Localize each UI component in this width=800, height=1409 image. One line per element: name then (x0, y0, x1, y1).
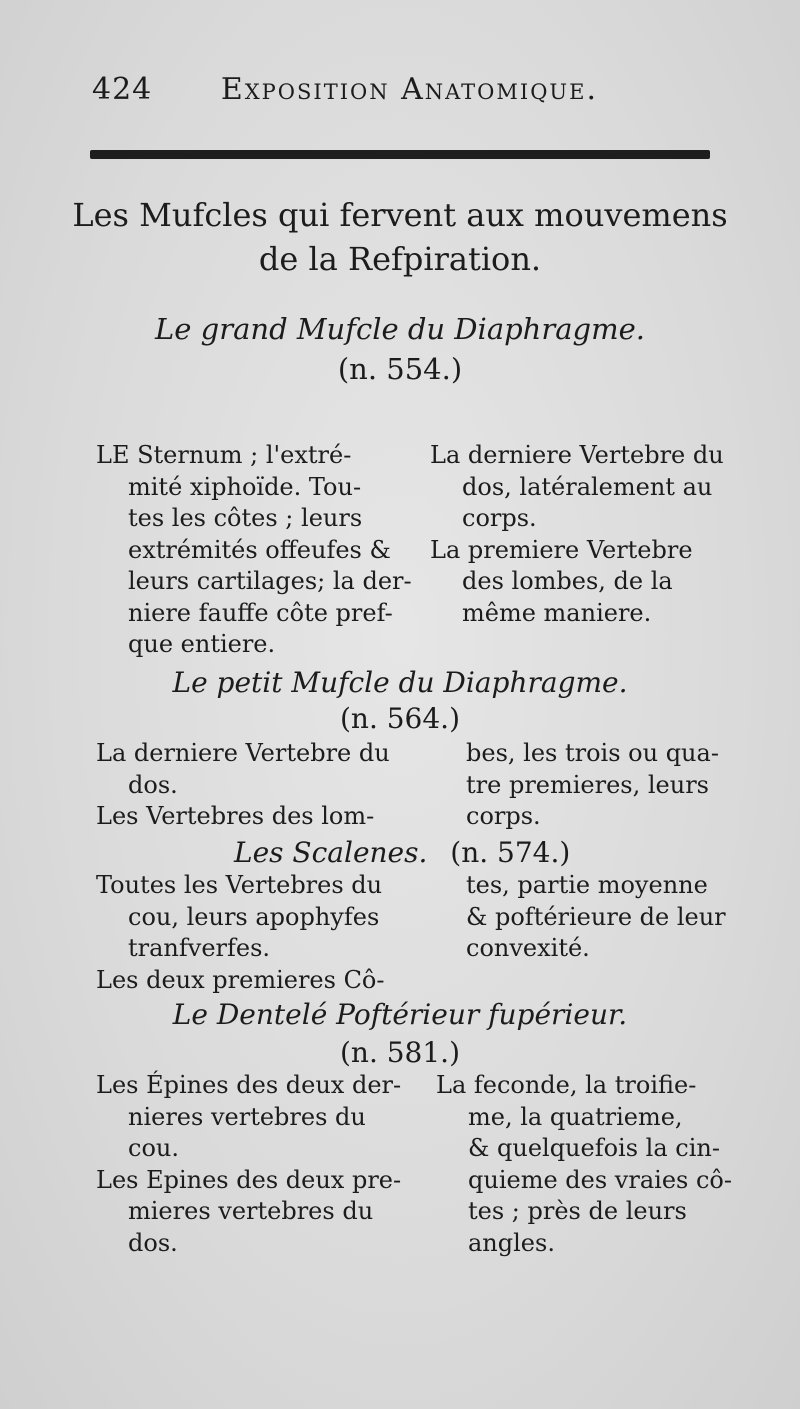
text-line: Les deux premieres Cô- (96, 965, 385, 994)
text-line: dos, latéralement au (462, 472, 713, 501)
text-line: mieres vertebres du (128, 1197, 374, 1225)
text-line: nieres vertebres du (128, 1102, 366, 1131)
text-line: Les Épines des deux der- (96, 1071, 402, 1099)
text-line: quieme des vraies cô- (468, 1165, 732, 1194)
section-4-left-column (96, 1070, 402, 1259)
section-2-right-column (466, 738, 741, 833)
text-line: Les Vertebres des lom- (96, 802, 375, 830)
text-line: mité xiphoïde. Tou- (128, 472, 362, 501)
section-heading-scalenes-row (234, 836, 570, 869)
text-line: tranfverfes. (128, 934, 271, 962)
text-line: dos. (128, 770, 178, 799)
section-number-574: (n. 574.) (450, 836, 571, 869)
text-line: même maniere. (462, 598, 652, 627)
text-line: corps. (462, 504, 537, 532)
section-3-left-column (96, 870, 398, 996)
section-2-left-column (96, 738, 398, 833)
section-heading-diaphragme-grand: Le grand Mufcle du Diaphragme. (155, 312, 645, 346)
text-line: leurs cartilages; la der- (128, 567, 412, 595)
text-line: tre premieres, leurs (466, 770, 709, 799)
text-line: tes, partie moyenne (466, 871, 708, 899)
text-line: & quelquefois la cin- (468, 1134, 720, 1162)
section-number-564: (n. 564.) (339, 702, 461, 735)
section-heading-diaphragme-petit: Le petit Mufcle du Diaphragme. (172, 666, 628, 699)
text-line: La derniere Vertebre du (430, 441, 724, 469)
text-line: La derniere Vertebre du (96, 739, 390, 767)
section-1-left-column (96, 440, 412, 661)
text-line: Toutes les Vertebres du (96, 871, 383, 899)
text-line: extrémités offeufes & (128, 535, 391, 564)
text-line: que entiere. (128, 630, 276, 658)
text-line: LE Sternum ; l'extré- (96, 441, 352, 469)
text-line: dos. (128, 1228, 178, 1257)
section-number-554: (n. 554.) (337, 352, 463, 386)
text-line: Les Epines des deux pre- (96, 1165, 402, 1194)
section-1-right-column (430, 440, 735, 629)
section-heading-scalenes: Les Scalenes. (234, 836, 428, 869)
header-rule (90, 150, 710, 159)
running-header (92, 72, 598, 107)
main-title-line-1: Les Mufcles qui fervent aux mouvemens (72, 196, 728, 234)
running-title: Exposition Anatomique. (220, 72, 598, 107)
text-line: La feconde, la troifie- (436, 1071, 697, 1099)
text-line: convexité. (466, 934, 590, 962)
section-heading-dentele-posterieur: Le Dentelé Poftérieur fupérieur. (172, 998, 628, 1031)
text-line: angles. (468, 1228, 555, 1257)
text-line: tes les côtes ; leurs (128, 504, 363, 532)
text-line: cou, leurs apophyfes (128, 902, 380, 931)
section-3-right-column (466, 870, 741, 965)
text-line: des lombes, de la (462, 567, 673, 595)
page-number: 424 (92, 72, 153, 107)
text-line: tes ; près de leurs (468, 1197, 687, 1225)
text-line: me, la quatrieme, (468, 1102, 683, 1131)
text-line: & poftérieure de leur (466, 902, 726, 931)
text-line: niere fauffe côte pref- (128, 598, 393, 627)
text-line: La premiere Vertebre (430, 535, 693, 564)
section-number-581: (n. 581.) (339, 1036, 461, 1069)
main-title-line-2: de la Refpiration. (258, 240, 542, 278)
text-line: cou. (128, 1134, 179, 1162)
text-line: bes, les trois ou qua- (466, 739, 719, 767)
section-4-right-column (436, 1070, 746, 1259)
text-line: corps. (466, 802, 541, 830)
